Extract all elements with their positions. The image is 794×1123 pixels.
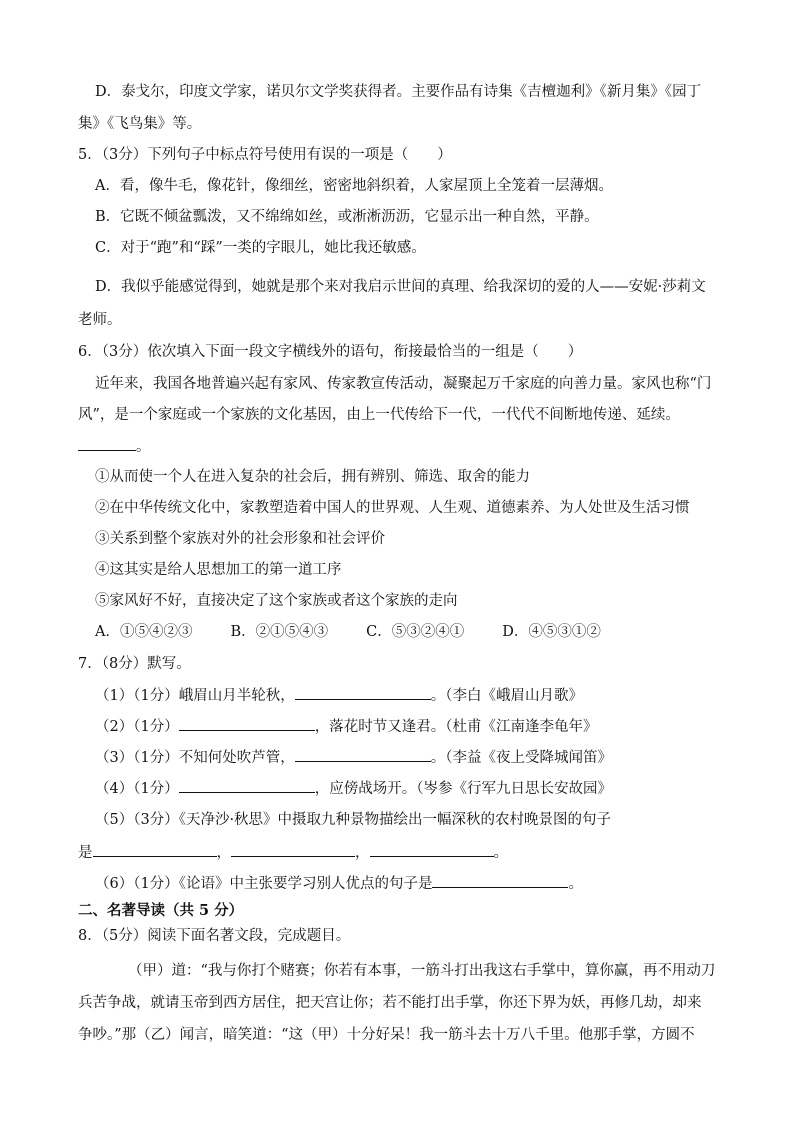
q6-item-3: ③关系到整个家族对外的社会形象和社会评价 — [95, 531, 385, 547]
answer-blank[interactable] — [93, 842, 217, 857]
q4-option-d-line1: D．泰戈尔，印度文学家，诺贝尔文学奖获得者。主要作品有诗集《吉檀迦利》《新月集》《园丁 — [95, 84, 702, 100]
q7-stem: 7．（8分）默写。 — [78, 656, 191, 672]
q6-stem: 6．（3分）依次填入下面一段文字横线外的语句，衔接最恰当的一组是（ ） — [78, 344, 583, 360]
q7-sub-4: （4）（1分） ，应傍战场开。（岑参《行军九日思长安故园》 — [95, 778, 612, 799]
q7-sub-5-line1: （5）（3分）《天净沙·秋思》中摄取九种景物描绘出一幅深秋的农村晚景图的句子 — [95, 812, 612, 828]
answer-blank[interactable] — [231, 842, 355, 857]
q8-stem: 8．（5分）阅读下面名著文段，完成题目。 — [78, 928, 351, 944]
q6-item-2: ②在中华传统文化中，家教塑造着中国人的世界观、人生观、道德素养、为人处世及生活习惯 — [95, 500, 690, 516]
q7-sub-2: （2）（1分） ，落花时节又逢君。（杜甫《江南逢李龟年》 — [95, 716, 597, 737]
q6-passage-line2: 风”，是一个家庭或一个家族的文化基因，由上一代传给下一代，一代代不间断地传递、延续。 — [78, 407, 680, 423]
q5-option-d-line1: D．我似乎能感觉得到，她就是那个来对我启示世间的真理、给我深切的爱的人——安妮·莎莉文 — [95, 279, 706, 295]
q6-passage-line1: 近年来，我国各地普遍兴起有家风、传家教宣传活动，凝聚起万千家庭的向善力量。家风也称“门 — [95, 376, 712, 392]
q6-options — [95, 622, 639, 642]
answer-blank[interactable] — [432, 873, 568, 888]
section-2-title: 二、名著导读（共 5 分） — [78, 902, 244, 919]
q6-item-1: ①从而使一个人在进入复杂的社会后，拥有辨别、筛选、取舍的能力 — [95, 469, 530, 485]
q5-option-d-line2: 老师。 — [78, 312, 122, 328]
answer-blank[interactable] — [295, 685, 431, 700]
q5-option-c: C．对于“跑”和“踩”一类的字眼儿，她比我还敏感。 — [95, 240, 426, 256]
q4-option-d-line2: 集》《飞鸟集》等。 — [78, 116, 202, 132]
q6-option-b: B．②①⑤④③ — [230, 624, 329, 640]
q6-option-d: D．④⑤③①② — [502, 624, 601, 640]
answer-blank[interactable] — [295, 747, 431, 762]
q6-item-5: ⑤家风好不好，直接决定了这个家族或者这个家族的走向 — [95, 593, 458, 609]
q6-option-c: C．⑤③②④① — [366, 624, 465, 640]
period: 。 — [136, 439, 151, 455]
q6-passage-line3 — [78, 436, 151, 457]
q7-sub-3: （3）（1分）不知何处吹芦管， 。（李益《夜上受降城闻笛》 — [95, 747, 612, 768]
q6-option-a: A．①⑤④②③ — [95, 624, 193, 640]
q8-passage-line1: （甲）道：“我与你打个赌赛；你若有本事，一筋斗打出我这右手掌中，算你赢，再不用动刀 — [128, 963, 716, 979]
answer-blank[interactable] — [370, 842, 494, 857]
q6-item-4: ④这其实是给人思想加工的第一道工序 — [95, 562, 342, 578]
answer-blank[interactable] — [179, 778, 315, 793]
q7-sub-5-line2: 是 ， ， 。 — [78, 842, 508, 863]
q7-sub-1: （1）（1分）峨眉山月半轮秋， 。（李白《峨眉山月歌》 — [95, 685, 583, 706]
q7-sub-6: （6）（1分）《论语》中主张要学习别人优点的句子是 。 — [95, 873, 583, 894]
q8-passage-line2: 兵苦争战，就请玉帝到西方居住，把天宫让你；若不能打出手掌，你还下界为妖，再修几劫，却来 — [78, 995, 702, 1011]
answer-blank[interactable] — [78, 436, 136, 451]
q5-stem: 5．（3分）下列句子中标点符号使用有误的一项是（ ） — [78, 147, 452, 163]
q8-passage-line3: 争吵。”那（乙）闻言，暗笑道：“这（甲）十分好呆！我一筋斗去十万八千里。他那手掌，方圆不 — [78, 1027, 695, 1043]
answer-blank[interactable] — [179, 716, 315, 731]
q5-option-b: B．它既不倾盆瓢泼，又不绵绵如丝，或淅淅沥沥，它显示出一种自然，平静。 — [95, 209, 599, 225]
q5-option-a: A．看，像牛毛，像花针，像细丝，密密地斜织着，人家屋顶上全笼着一层薄烟。 — [95, 178, 613, 194]
